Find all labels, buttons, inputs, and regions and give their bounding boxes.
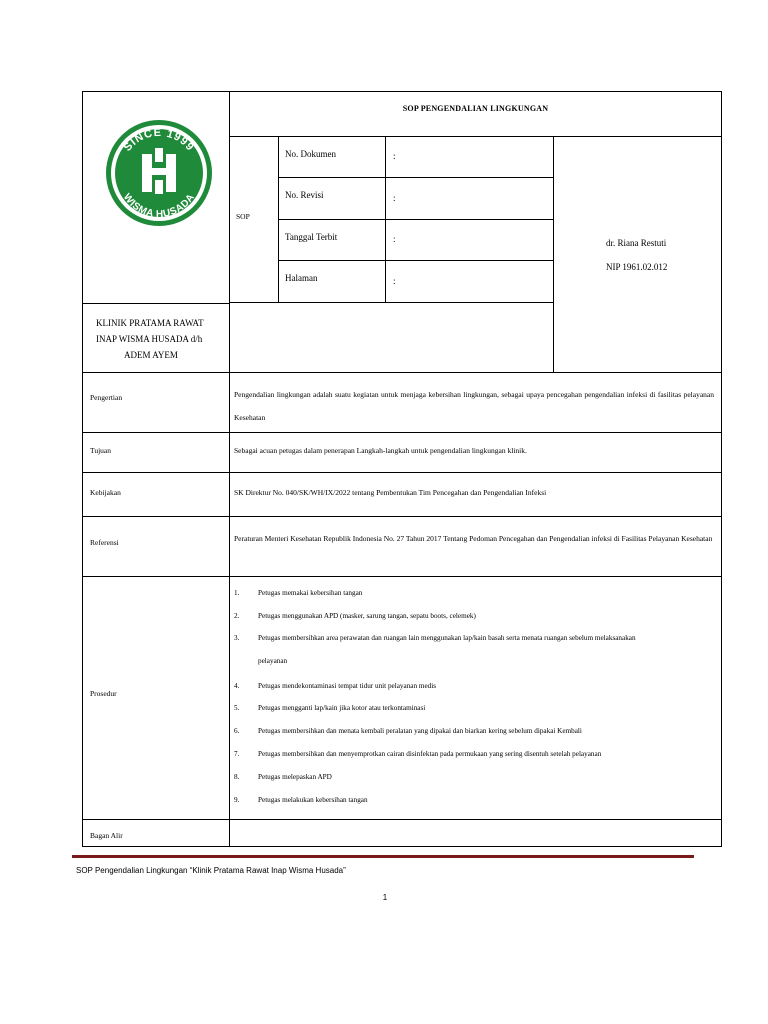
pengertian-label: Pengertian xyxy=(90,393,123,402)
list-item: 2. Petugas menggunakan APD (masker, sarung tangan, sepatu boots, celemek) xyxy=(234,612,476,620)
kebijakan-text: SK Direktur No. 040/SK/WH/IX/2022 tentang Pembentukan Tim Pencegahan dan Pengendalian Infeksi xyxy=(234,488,547,497)
kebijakan-label: Kebijakan xyxy=(90,488,121,497)
list-item: 4. Petugas mendekontaminasi tempat tidur unit pelayanan medis xyxy=(234,682,437,690)
tujuan-text: Sebagai acuan petugas dalam penerapan Langkah-langkah untuk pengendalian lingkungan klinik. xyxy=(234,446,527,455)
doc-number-value: : xyxy=(393,151,396,161)
list-item: 7. Petugas membersihkan dan menyemprotkan cairan disinfektan pada permukaan yang sering disentuh setelah pelayanan xyxy=(234,750,602,758)
page-label: Halaman xyxy=(285,273,318,283)
pengertian-text: Pengendalian lingkungan adalah suatu kegiatan untuk menjaga kebersihan lingkungan, sebagai upaya pencegahan pengendalian infeksi di fasilitas pelayanan Kesehatan xyxy=(234,390,714,422)
list-item: 5. Petugas mengganti lap/kain jika kotor atau terkontaminasi xyxy=(234,704,426,712)
footer-rule xyxy=(72,855,694,858)
doc-number-label: No. Dokumen xyxy=(285,149,336,159)
bagan-alir-label: Bagan Alir xyxy=(90,831,123,840)
list-item: 8. Petugas melepaskan APD xyxy=(234,773,332,781)
tujuan-label: Tujuan xyxy=(90,446,111,455)
logo-top-text: SINCE 1999 xyxy=(121,126,197,154)
referensi-text: Peraturan Menteri Kesehatan Republik Indonesia No. 27 Tahun 2017 Tentang Pedoman Pencegahan dan Pengendalian infeksi di Fasilitas Pelayanan Kesehatan xyxy=(234,534,713,543)
sop-label: SOP xyxy=(236,212,250,221)
list-item: 6. Petugas membersihkan dan menata kembali peralatan yang dipakai dan biarkan kering sebelum dipakai Kembali xyxy=(234,727,582,735)
signatory-nip: NIP 1961.02.012 xyxy=(606,262,668,272)
signatory-name: dr. Riana Restuti xyxy=(606,238,667,248)
page-value: : xyxy=(393,276,396,286)
prosedur-label: Prosedur xyxy=(90,689,117,698)
list-item: 9. Petugas melakukan kebersihan tangan xyxy=(234,796,368,804)
logo-bottom-text: WISMA HUSADA xyxy=(120,191,198,221)
page-number: 1 xyxy=(382,893,388,902)
clinic-name: KLINIK PRATAMA RAWAT INAP WISMA HUSADA d/h ADEM AYEM xyxy=(96,318,204,360)
revision-label: No. Revisi xyxy=(285,190,324,200)
list-item: 3. Petugas membersihkan area perawatan dan ruangan lain menggunakan lap/kain basah serta menata ruangan sebelum melaksanakan xyxy=(234,634,636,642)
list-item: pelayanan xyxy=(258,657,288,665)
page-title: SOP PENGENDALIAN LINGKUNGAN xyxy=(402,104,549,113)
issue-date-value: : xyxy=(393,234,396,244)
list-item: 1. Petugas memakai kebersihan tangan xyxy=(234,589,363,597)
revision-value: : xyxy=(393,193,396,203)
clinic-logo xyxy=(104,118,214,228)
referensi-label: Referensi xyxy=(90,538,119,547)
footer-text: SOP Pengendalian Lingkungan “Klinik Pratama Rawat Inap Wisma Husada” xyxy=(76,866,346,875)
issue-date-label: Tanggal Terbit xyxy=(285,232,338,242)
